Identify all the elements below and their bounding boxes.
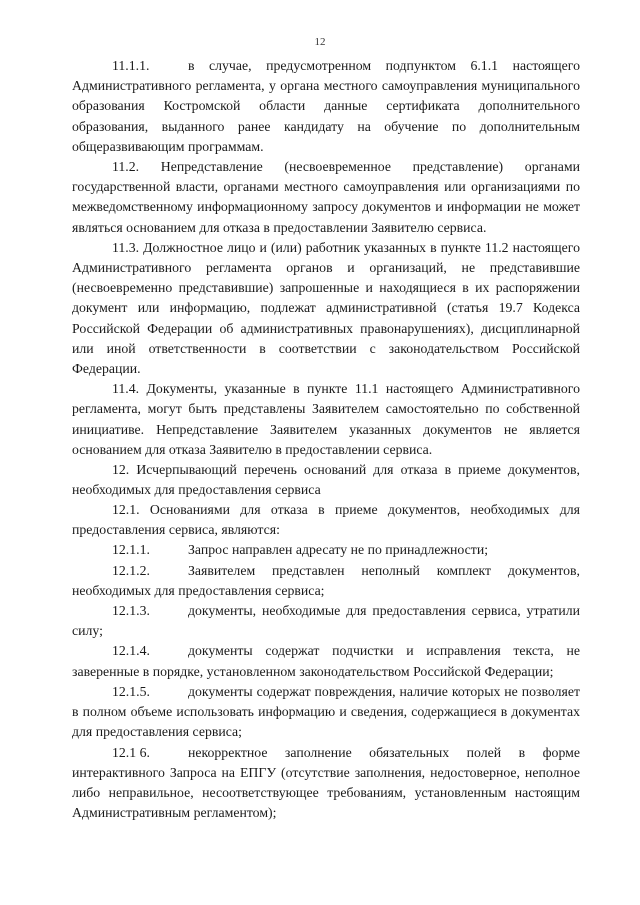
paragraph-12-1 <box>72 500 580 540</box>
paragraph-12-1-1 <box>72 540 580 560</box>
item-number: 12.1.1. <box>112 542 150 558</box>
paragraph-text: 12.1. Основаниями для отказа в приеме документов, необходимых для предоставления сервиса, являются: <box>72 502 580 538</box>
paragraph-text: 11.2. Непредставление (несвоевременное представление) органами государственной власти, органами местного самоуправления или организациями по межведомственному информационному запросу документов и информации не может являться основанием для отказа в предоставлении Заявителю сервиса. <box>72 159 580 235</box>
item-number: 12.1.5. <box>112 683 150 699</box>
paragraph-text: в случае, предусмотренном подпунктом 6.1.1 настоящего Административного регламента, у органа местного самоуправления муниципального образования Костромской области данные сертификата дополнительного образования, выданного ранее кандидату на обучение по дополнительным общеразвивающим программам. <box>72 58 580 154</box>
paragraph-text: 11.4. Документы, указанные в пункте 11.1 настоящего Административного регламента, могут быть представлены Заявителем самостоятельно по собственной инициативе. Непредставление Заявителем указанных документов не является основанием для отказа Заявителю в предоставлении сервиса. <box>72 381 580 457</box>
paragraph-text: документы, необходимые для предоставления сервиса, утратили силу; <box>72 603 580 639</box>
paragraphs-top <box>72 56 580 460</box>
paragraph-12-1-5 <box>72 682 580 743</box>
section-heading: 12. Исчерпывающий перечень оснований для отказа в приеме документов, необходимых для предоставления сервиса <box>72 462 580 498</box>
paragraph-11-2 <box>72 157 580 238</box>
paragraph-11-1-1 <box>72 56 580 157</box>
paragraph-text: Запрос направлен адресату не по принадлежности; <box>188 542 489 558</box>
paragraph-text: документы содержат повреждения, наличие которых не позволяет в полном объеме использовать информацию и сведения, содержащиеся в документах для предоставления сервиса; <box>72 683 580 740</box>
item-number: 12.1 6. <box>112 744 150 760</box>
document-body <box>72 56 580 823</box>
paragraphs-bottom <box>72 500 580 823</box>
paragraph-text: 11.3. Должностное лицо и (или) работник указанных в пункте 11.2 настоящего Административного регламента органов и организаций, не представившие (несвоевременно представившие) запрошенные и находящиеся в их распоряжении документ или информацию, подлежат административной (статья 19.7 Кодекса Российской Федерации об административных правонарушениях), дисциплинарной или иной ответственности в соответствии с законодательством Российской Федерации. <box>72 239 580 377</box>
paragraph-text: Заявителем представлен неполный комплект документов, необходимых для предоставления сервиса; <box>72 562 580 598</box>
paragraph-12-1-4 <box>72 641 580 681</box>
page-number: 12 <box>314 36 326 48</box>
paragraph-12-1-6 <box>72 743 580 824</box>
item-number: 12.1.2. <box>112 562 150 578</box>
paragraph-12-1-3 <box>72 601 580 641</box>
item-number: 12.1.3. <box>112 603 150 619</box>
paragraph-text: документы содержат подчистки и исправления текста, не заверенные в порядке, установленном законодательством Российской Федерации; <box>72 643 580 679</box>
paragraph-11-3 <box>72 238 580 379</box>
paragraph-12-1-2 <box>72 561 580 601</box>
paragraph-11-4 <box>72 379 580 460</box>
paragraph-text: некорректное заполнение обязательных полей в форме интерактивного Запроса на ЕПГУ (отсутствие заполнения, недостоверное, неполное либо неправильное, несоответствующее требованиям, установленным настоящим Административным регламентом); <box>72 744 580 821</box>
item-number: 12.1.4. <box>112 643 150 659</box>
item-number: 11.1.1. <box>112 58 150 73</box>
